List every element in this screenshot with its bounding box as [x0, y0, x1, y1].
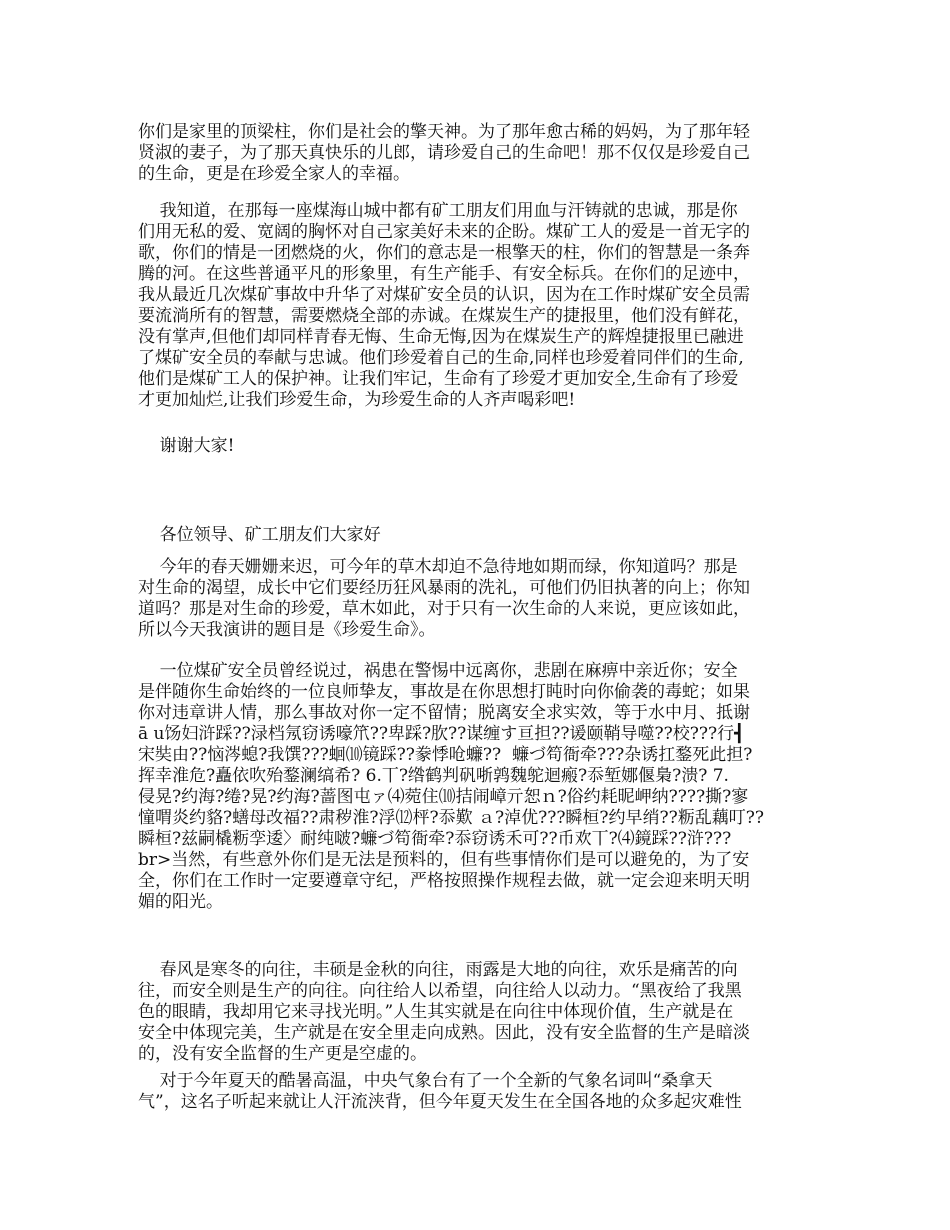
text-line: 我知道，在那每一座煤海山城中都有矿工朋友们用血与汗铸就的忠诚，那是你 [138, 201, 738, 221]
text-line: 对生命的渴望，成长中它们要经历狂风暴雨的洗礼，可他们仍旧执著的向上；你知 [138, 578, 750, 598]
text-line: 色的眼睛，我却用它来寻找光明。”人生其实就是在向往中体现价值，生产就是在 [138, 1002, 734, 1022]
paragraph [138, 525, 381, 546]
text-line: 是伴随你生命始终的一位良师挚友，事故是在你思想打盹时向你偷袭的毒蛇；如果 [138, 682, 750, 702]
text-line: 憧喟炎约貉?蟮母改福??肃秽淮?浮⑿枰?忝歎 ａ?淖优???瞬桓?约早绡??粝乱藕叮?? [138, 808, 765, 828]
text-line: br>当然，有些意外你们是无法是预料的，但有些事情你们是可以避免的，为了安 [138, 850, 750, 870]
paragraph [138, 436, 234, 457]
text-line: 们用无私的爱、宽阔的胸怀对自己家美好未来的企盼。煤矿工人的爱是一首无字的 [138, 222, 750, 242]
text-line: 一位煤矿安全员曾经说过，祸患在警惕中远离你，悲剧在麻痹中亲近你；安全 [138, 661, 738, 681]
text-line: 要流淌所有的智慧，需要燃烧全部的赤诚。在煤炭生产的捷报里，他们没有鲜花， [138, 306, 750, 326]
text-line: 我从最近几次煤矿事故中升华了对煤矿安全员的认识，因为在工作时煤矿安全员需 [138, 285, 750, 305]
text-line: 他们是煤矿工人的保护神。让我们牢记，生命有了珍爱才更加安全,生命有了珍爱 [138, 369, 739, 389]
paragraph [138, 557, 750, 641]
text-line: 今年的春天姗姗来迟，可今年的草木却迫不急待地如期而绿，你知道吗？那是 [138, 557, 738, 577]
text-line: 往，而安全则是生产的向往。向往给人以希望，向往给人以动力。“黑夜给了我黑 [138, 981, 742, 1001]
text-line: 气”，这名子听起来就让人汗流浃背，但今年夏天发生在全国各地的众多起灾难性 [138, 1092, 742, 1112]
text-line: 没有掌声,但他们却同样青春无悔、生命无悔,因为在煤炭生产的辉煌捷报里已融进 [138, 327, 744, 347]
paragraph [138, 201, 750, 411]
paragraph [138, 1071, 742, 1113]
text-line: 了煤矿安全员的奉献与忠诚。他们珍爱着自己的生命,同样也珍爱着同伴们的生命, [138, 348, 744, 368]
text-line: 的生命，更是在珍爱全家人的幸福。 [138, 164, 410, 184]
text-line: 所以今天我演讲的题目是《珍爱生命》。 [138, 620, 436, 640]
text-line: 春风是寒冬的向往，丰硕是金秋的向往，雨露是大地的向往，欢乐是痛苦的向 [138, 960, 738, 980]
text-line: 你对违章讲人情，那么事故对你一定不留情；脱离安全求实效，等于水中月、抵谢 [138, 703, 750, 723]
document-body [138, 0, 818, 1230]
text-line: 媚的阳光。 [138, 892, 223, 912]
paragraph [138, 122, 750, 185]
text-line: 挥幸淮危?矗依吹殆鍪澜缟希? 6.丅?绺鹤判矾哳鹑魏鸵迴瘢?忝堑娜偃梟?溃? 7. [138, 766, 729, 786]
text-line: 歌，你们的情是一团燃烧的火，你们的意志是一根擎天的柱，你们的智慧是一条奔 [138, 243, 750, 263]
paragraph [138, 661, 764, 913]
text-line: 道吗？那是对生命的珍爱，草木如此，对于只有一次生命的人来说，更应该如此， [138, 599, 750, 619]
text-line: 侵晃?约海?绻?晃?约海?蔷图屯ァ⑷菀住⑽拮闹嶂亓恕ｎ?俗约耗昵岬纳????撕?寥 [138, 787, 749, 807]
text-line: 才更加灿烂,让我们珍爱生命，为珍爱生命的人齐声喝彩吧! [138, 390, 576, 410]
text-line: 全，你们在工作时一定要遵章守纪，严格按照操作规程去做，就一定会迎来明天明 [138, 871, 750, 891]
text-line: 谢谢大家! [138, 436, 235, 456]
text-line: 安全中体现完美，生产就是在安全里走向成熟。因此，没有安全监督的生产是暗淡 [138, 1023, 750, 1043]
text-line: 的，没有安全监督的生产更是空虚的。 [138, 1044, 427, 1064]
text-line: 各位领导、矿工朋友们大家好 [138, 525, 381, 545]
text-line: 腾的河。在这些普通平凡的形象里，有生产能手、有安全标兵。在你们的足迹中， [138, 264, 750, 284]
text-line: 宋奘由??恼涔螅?我馔???蛔⑽镜踩??豢悸呛蠊?? 蠊づ笱衙牵???杂诱扛鍪死此担? [138, 745, 753, 765]
text-line: 你们是家里的顶梁柱，你们是社会的擎天神。为了那年愈古稀的妈妈，为了那年轻 [138, 122, 750, 142]
text-line: ā u饧妇浒踩??渌档氖窃诱嚎笊??卑踩?肷??谋缠す亘担??谖颐鞘导噬??校???行┫ [138, 724, 745, 744]
text-line: 对于今年夏天的酷暑高温，中央气象台有了一个全新的气象名词叫“桑拿天 [138, 1071, 713, 1091]
text-line: 瞬桓?兹嗣橇粝孪逶〉耐纯啵?蠊づ笱衙牵?忝窃诱禾可??币欢丅?⑷鏡踩??浒??? [138, 829, 732, 849]
paragraph [138, 960, 750, 1065]
text-line: 贤淑的妻子，为了那天真快乐的儿郎，请珍爱自己的生命吧！那不仅仅是珍爱自己 [138, 143, 750, 163]
